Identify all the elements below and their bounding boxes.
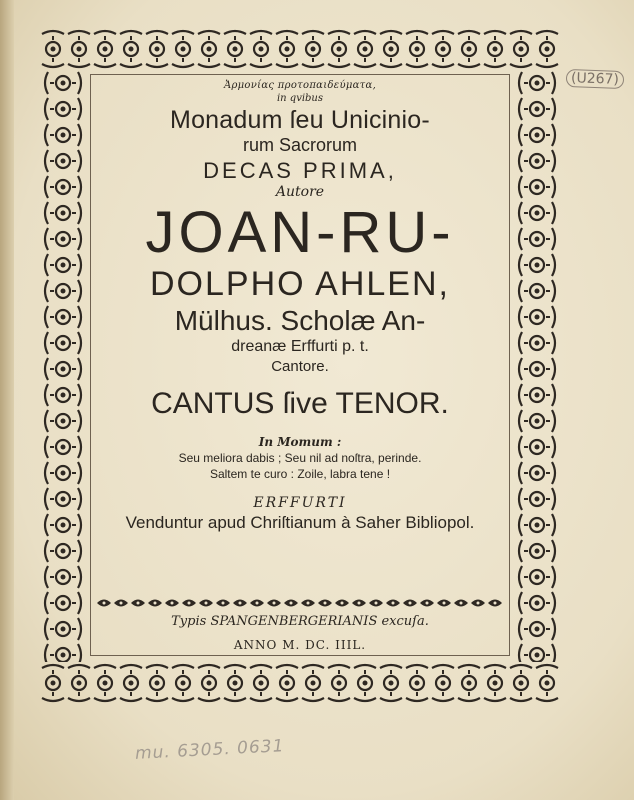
- shelfmark-annotation: mu. 6305. 0631: [134, 736, 285, 764]
- decas-prima: DECAS PRIMA,: [203, 158, 397, 183]
- imprint-year: ANNO M. DC. IIIL.: [233, 638, 367, 652]
- book-spine-edge: [0, 0, 14, 800]
- imprint-printer: Typis SPANGENBERGERIANIS excuſa.: [171, 614, 429, 629]
- pencil-annotation: (U267): [566, 69, 624, 89]
- ornament-border-bottom: [40, 660, 560, 706]
- author-line-1: JOAN-RU-: [145, 200, 455, 265]
- title-line-1: Monadum ſeu Unicinio-: [170, 106, 430, 134]
- ornament-border-top: [40, 26, 560, 72]
- author-line-5: Cantore.: [271, 358, 329, 375]
- title-text-block: [92, 76, 508, 533]
- part-designation: CANTUS ſive TENOR.: [151, 387, 449, 420]
- in-quibus-line: in qvibus: [276, 93, 324, 104]
- ornament-border-right: [514, 70, 560, 662]
- imprint-place: ERFFURTI: [253, 495, 347, 511]
- greek-heading: Ἀρμονίας προτοπαιδεύματα,: [223, 80, 377, 91]
- verse-line-2: Saltem te curo : Zoile, labra tene !: [209, 467, 391, 481]
- title-line-2: rum Sacrorum: [242, 135, 358, 155]
- author-line-2: DOLPHO AHLEN,: [150, 265, 450, 303]
- ornamental-divider: [96, 596, 504, 610]
- imprint-publisher: Venduntur apud Chriſtianum à Saher Bibliopol.: [125, 513, 475, 532]
- verse-line-1: Seu meliora dabis ; Seu nil ad noſtra, perinde.: [178, 451, 422, 465]
- author-line-4: dreanæ Erffurti p. t.: [231, 338, 369, 355]
- dedication-heading: In Momum :: [258, 435, 342, 449]
- ornament-border-left: [40, 70, 86, 662]
- author-line-3: Mülhus. Scholæ An-: [174, 305, 426, 336]
- autore-label: Autore: [275, 184, 325, 200]
